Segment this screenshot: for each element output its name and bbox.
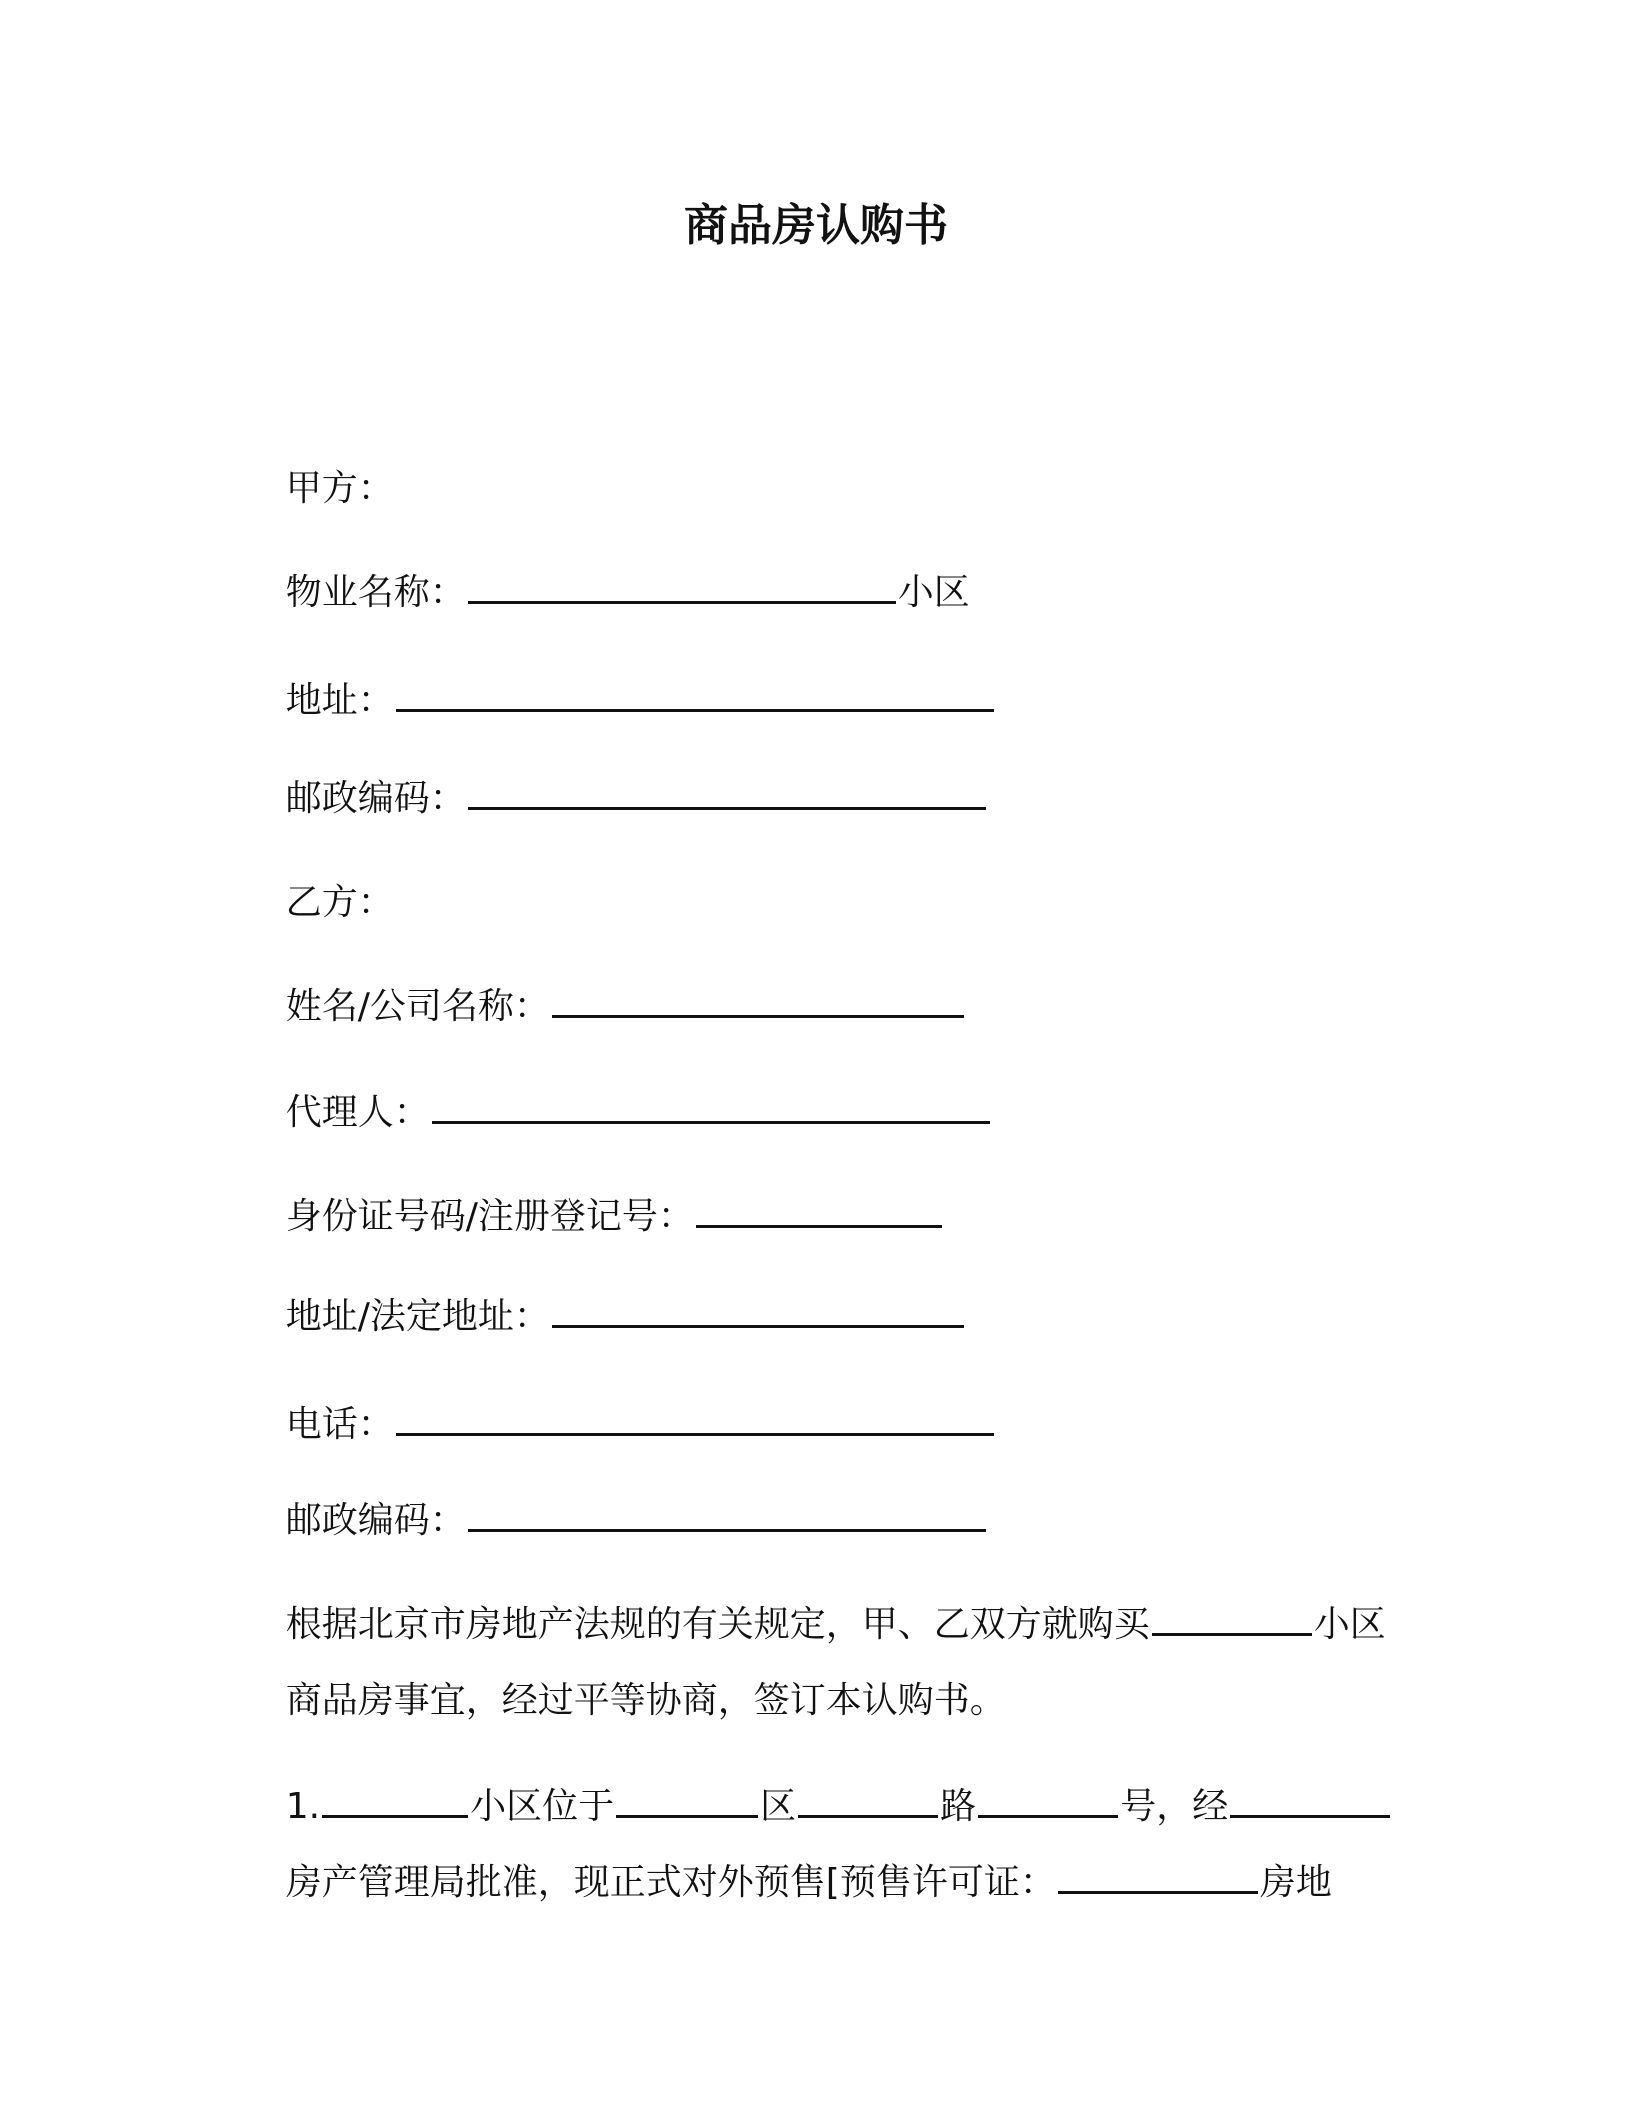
party-b-agent-blank[interactable] <box>432 1091 990 1124</box>
party-a-address-blank[interactable] <box>396 679 994 712</box>
party-b-postcode-blank[interactable] <box>468 1499 986 1532</box>
document-title: 商品房认购书 <box>684 200 948 251</box>
party-b-address-blank[interactable] <box>552 1295 964 1328</box>
clause-1-number: 1. <box>285 1786 321 1827</box>
party-b-name-label: 姓名/公司名称： <box>285 986 550 1027</box>
clause-1-text-2: 区 <box>760 1786 797 1827</box>
party-a-postcode-label: 邮政编码： <box>285 778 466 819</box>
clause-1-text-3: 路 <box>940 1786 977 1827</box>
party-a-postcode-blank[interactable] <box>468 777 986 810</box>
clause-1-text-4: 号，经 <box>1120 1786 1229 1827</box>
preamble-text-2: 商品房事宜，经过平等协商，签订本认购书。 <box>285 1680 1006 1721</box>
property-name-label: 物业名称： <box>285 572 466 613</box>
party-a-address-label: 地址： <box>285 680 394 721</box>
preamble-text-1: 根据北京市房地产法规的有关规定，甲、乙双方就购买 <box>285 1604 1150 1645</box>
party-b-phone-blank[interactable] <box>396 1403 994 1436</box>
preamble-text-1-suffix: 小区 <box>1313 1604 1386 1645</box>
party-b-agent-label: 代理人： <box>285 1092 430 1133</box>
party-a-label: 甲方： <box>285 468 394 509</box>
party-b-name-blank[interactable] <box>552 985 964 1018</box>
clause-1-text-6: 房地 <box>1259 1862 1332 1903</box>
party-b-id-label: 身份证号码/注册登记号： <box>285 1196 694 1237</box>
clause-1-line-2 <box>240 1814 1332 1952</box>
party-b-address-label: 地址/法定地址： <box>285 1296 550 1337</box>
clause-1-text-1: 小区位于 <box>470 1786 615 1827</box>
party-b-postcode-label: 邮政编码： <box>285 1500 466 1541</box>
property-name-suffix: 小区 <box>897 572 970 613</box>
property-name-blank[interactable] <box>468 571 896 604</box>
clause-1-text-5: 房产管理局批准，现正式对外预售[预售许可证： <box>285 1862 1056 1903</box>
presale-permit-blank[interactable] <box>1058 1861 1258 1894</box>
party-b-phone-label: 电话： <box>285 1404 394 1445</box>
party-b-id-blank[interactable] <box>696 1195 942 1228</box>
preamble-community-blank[interactable] <box>1152 1603 1312 1636</box>
party-b-label: 乙方： <box>285 882 394 923</box>
